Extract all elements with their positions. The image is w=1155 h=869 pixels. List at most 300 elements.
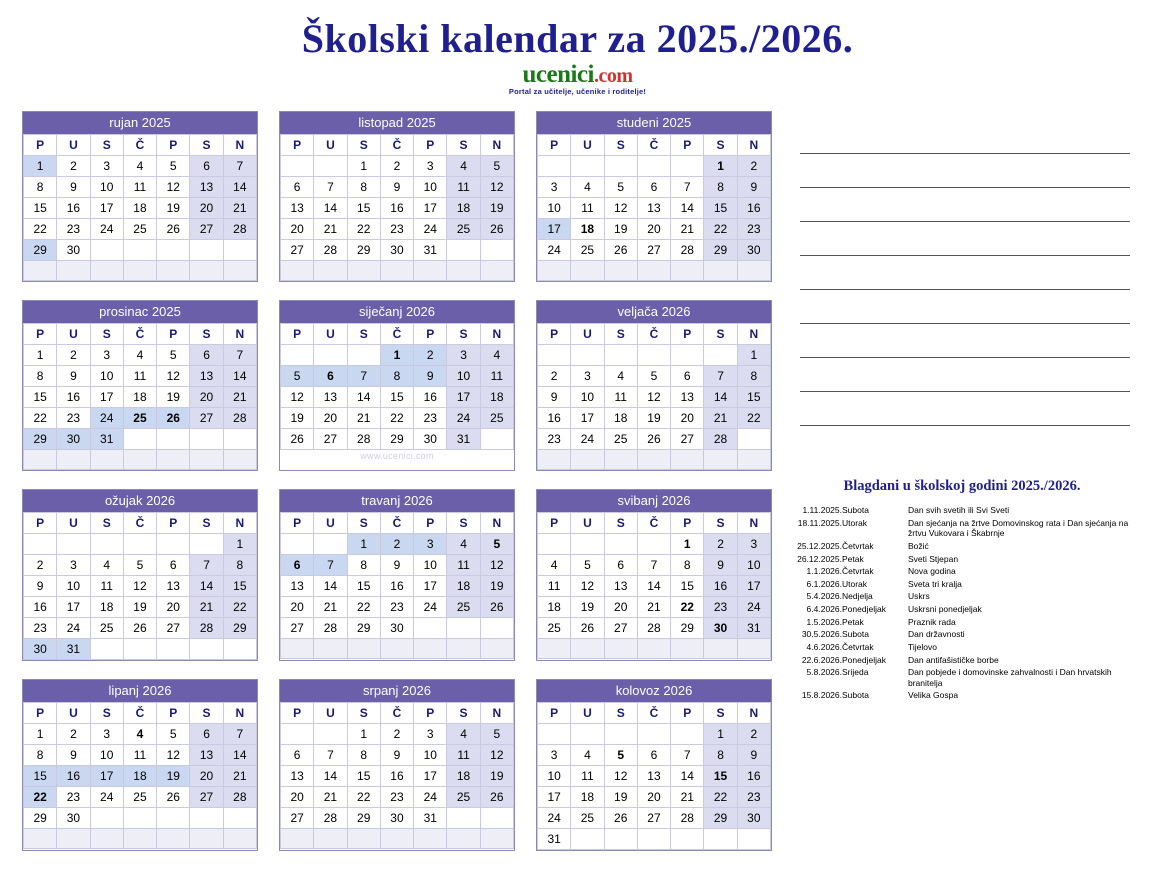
day-cell[interactable]: 19: [281, 408, 314, 429]
day-cell[interactable]: 30: [57, 808, 90, 829]
day-cell[interactable]: 22: [24, 408, 57, 429]
day-cell[interactable]: 19: [604, 219, 637, 240]
day-cell[interactable]: 29: [380, 429, 413, 450]
day-cell[interactable]: 26: [604, 808, 637, 829]
day-cell[interactable]: 26: [637, 429, 670, 450]
day-cell[interactable]: 6: [671, 366, 704, 387]
day-cell[interactable]: 31: [737, 618, 770, 639]
day-cell[interactable]: 28: [671, 808, 704, 829]
day-cell[interactable]: 23: [57, 787, 90, 808]
day-cell[interactable]: 21: [671, 787, 704, 808]
day-cell[interactable]: 2: [737, 724, 770, 745]
day-cell[interactable]: 8: [671, 555, 704, 576]
day-cell[interactable]: 19: [571, 597, 604, 618]
day-cell[interactable]: 17: [737, 576, 770, 597]
day-cell[interactable]: 3: [414, 156, 447, 177]
day-cell[interactable]: 17: [57, 597, 90, 618]
day-cell[interactable]: 31: [414, 240, 447, 261]
day-cell[interactable]: 18: [447, 198, 480, 219]
day-cell[interactable]: 17: [90, 387, 123, 408]
day-cell[interactable]: 17: [538, 787, 571, 808]
day-cell[interactable]: 2: [737, 156, 770, 177]
day-cell[interactable]: 16: [737, 198, 770, 219]
day-cell[interactable]: 30: [414, 429, 447, 450]
day-cell[interactable]: 17: [414, 198, 447, 219]
day-cell[interactable]: 3: [538, 177, 571, 198]
day-cell[interactable]: 8: [380, 366, 413, 387]
day-cell[interactable]: 1: [704, 724, 737, 745]
day-cell[interactable]: 24: [57, 618, 90, 639]
day-cell[interactable]: 7: [671, 177, 704, 198]
day-cell[interactable]: 16: [414, 387, 447, 408]
day-cell[interactable]: 31: [414, 808, 447, 829]
day-cell[interactable]: 9: [24, 576, 57, 597]
day-cell[interactable]: 28: [314, 240, 347, 261]
day-cell[interactable]: 25: [480, 408, 513, 429]
day-cell[interactable]: 5: [637, 366, 670, 387]
day-cell[interactable]: 24: [90, 219, 123, 240]
day-cell[interactable]: 21: [671, 219, 704, 240]
day-cell[interactable]: 27: [604, 618, 637, 639]
day-cell[interactable]: 23: [380, 219, 413, 240]
day-cell[interactable]: 28: [671, 240, 704, 261]
day-cell[interactable]: 15: [223, 576, 256, 597]
day-cell[interactable]: 3: [90, 156, 123, 177]
day-cell[interactable]: 27: [671, 429, 704, 450]
day-cell[interactable]: 13: [671, 387, 704, 408]
day-cell[interactable]: 31: [90, 429, 123, 450]
day-cell[interactable]: 10: [90, 745, 123, 766]
day-cell[interactable]: 6: [281, 177, 314, 198]
day-cell[interactable]: 18: [447, 576, 480, 597]
day-cell[interactable]: 5: [281, 366, 314, 387]
note-line[interactable]: [800, 290, 1130, 324]
note-line[interactable]: [800, 120, 1130, 154]
day-cell[interactable]: 14: [671, 766, 704, 787]
day-cell[interactable]: 11: [123, 745, 156, 766]
day-cell[interactable]: 17: [414, 576, 447, 597]
day-cell[interactable]: 30: [380, 618, 413, 639]
day-cell[interactable]: 21: [314, 597, 347, 618]
day-cell[interactable]: 18: [604, 408, 637, 429]
day-cell[interactable]: 30: [57, 429, 90, 450]
day-cell[interactable]: 9: [57, 177, 90, 198]
day-cell[interactable]: 14: [637, 576, 670, 597]
day-cell[interactable]: 3: [414, 724, 447, 745]
day-cell[interactable]: 15: [347, 576, 380, 597]
day-cell[interactable]: 13: [637, 766, 670, 787]
day-cell[interactable]: 29: [671, 618, 704, 639]
day-cell[interactable]: 13: [281, 766, 314, 787]
day-cell[interactable]: 19: [157, 387, 190, 408]
day-cell[interactable]: 16: [57, 766, 90, 787]
day-cell[interactable]: 19: [480, 766, 513, 787]
day-cell[interactable]: 20: [190, 198, 223, 219]
day-cell[interactable]: 23: [57, 408, 90, 429]
day-cell[interactable]: 16: [380, 576, 413, 597]
day-cell[interactable]: 5: [157, 156, 190, 177]
day-cell[interactable]: 6: [190, 345, 223, 366]
day-cell[interactable]: 9: [414, 366, 447, 387]
day-cell[interactable]: 1: [24, 156, 57, 177]
day-cell[interactable]: 29: [704, 240, 737, 261]
day-cell[interactable]: 15: [347, 766, 380, 787]
day-cell[interactable]: 7: [347, 366, 380, 387]
day-cell[interactable]: 13: [604, 576, 637, 597]
day-cell[interactable]: 4: [447, 156, 480, 177]
day-cell[interactable]: 29: [24, 429, 57, 450]
day-cell[interactable]: 5: [157, 724, 190, 745]
day-cell[interactable]: 16: [538, 408, 571, 429]
day-cell[interactable]: 20: [671, 408, 704, 429]
day-cell[interactable]: 9: [380, 177, 413, 198]
day-cell[interactable]: 7: [314, 555, 347, 576]
day-cell[interactable]: 24: [737, 597, 770, 618]
day-cell[interactable]: 14: [671, 198, 704, 219]
day-cell[interactable]: 21: [704, 408, 737, 429]
note-line[interactable]: [800, 392, 1130, 426]
day-cell[interactable]: 23: [704, 597, 737, 618]
day-cell[interactable]: 19: [157, 198, 190, 219]
day-cell[interactable]: 23: [57, 219, 90, 240]
day-cell[interactable]: 20: [604, 597, 637, 618]
day-cell[interactable]: 26: [604, 240, 637, 261]
day-cell[interactable]: 28: [223, 408, 256, 429]
day-cell[interactable]: 13: [190, 177, 223, 198]
day-cell[interactable]: 9: [737, 745, 770, 766]
day-cell[interactable]: 21: [223, 766, 256, 787]
day-cell[interactable]: 3: [90, 345, 123, 366]
day-cell[interactable]: 27: [190, 787, 223, 808]
day-cell[interactable]: 20: [637, 219, 670, 240]
day-cell[interactable]: 23: [380, 787, 413, 808]
day-cell[interactable]: 11: [123, 366, 156, 387]
day-cell[interactable]: 27: [637, 808, 670, 829]
day-cell[interactable]: 24: [414, 787, 447, 808]
day-cell[interactable]: 29: [704, 808, 737, 829]
day-cell[interactable]: 22: [24, 787, 57, 808]
day-cell[interactable]: 15: [704, 198, 737, 219]
day-cell[interactable]: 8: [737, 366, 770, 387]
day-cell[interactable]: 12: [123, 576, 156, 597]
day-cell[interactable]: 3: [571, 366, 604, 387]
day-cell[interactable]: 12: [480, 177, 513, 198]
day-cell[interactable]: 13: [190, 366, 223, 387]
day-cell[interactable]: 9: [704, 555, 737, 576]
day-cell[interactable]: 14: [190, 576, 223, 597]
day-cell[interactable]: 9: [57, 745, 90, 766]
day-cell[interactable]: 11: [90, 576, 123, 597]
day-cell[interactable]: 1: [671, 534, 704, 555]
day-cell[interactable]: 7: [704, 366, 737, 387]
day-cell[interactable]: 26: [480, 597, 513, 618]
day-cell[interactable]: 6: [157, 555, 190, 576]
day-cell[interactable]: 5: [604, 745, 637, 766]
day-cell[interactable]: 19: [480, 576, 513, 597]
day-cell[interactable]: 25: [447, 219, 480, 240]
day-cell[interactable]: 2: [24, 555, 57, 576]
day-cell[interactable]: 3: [447, 345, 480, 366]
day-cell[interactable]: 28: [223, 219, 256, 240]
day-cell[interactable]: 9: [57, 366, 90, 387]
day-cell[interactable]: 5: [571, 555, 604, 576]
day-cell[interactable]: 10: [414, 555, 447, 576]
day-cell[interactable]: 21: [223, 387, 256, 408]
day-cell[interactable]: 25: [90, 618, 123, 639]
day-cell[interactable]: 31: [447, 429, 480, 450]
day-cell[interactable]: 8: [24, 177, 57, 198]
day-cell[interactable]: 13: [281, 198, 314, 219]
day-cell[interactable]: 27: [190, 408, 223, 429]
day-cell[interactable]: 12: [480, 555, 513, 576]
day-cell[interactable]: 10: [737, 555, 770, 576]
day-cell[interactable]: 27: [157, 618, 190, 639]
day-cell[interactable]: 27: [637, 240, 670, 261]
day-cell[interactable]: 25: [123, 787, 156, 808]
day-cell[interactable]: 22: [347, 219, 380, 240]
day-cell[interactable]: 20: [281, 597, 314, 618]
day-cell[interactable]: 28: [223, 787, 256, 808]
day-cell[interactable]: 24: [414, 219, 447, 240]
day-cell[interactable]: 8: [223, 555, 256, 576]
day-cell[interactable]: 18: [123, 387, 156, 408]
day-cell[interactable]: 28: [704, 429, 737, 450]
day-cell[interactable]: 6: [604, 555, 637, 576]
day-cell[interactable]: 29: [347, 618, 380, 639]
day-cell[interactable]: 30: [380, 240, 413, 261]
day-cell[interactable]: 16: [57, 198, 90, 219]
day-cell[interactable]: 30: [704, 618, 737, 639]
day-cell[interactable]: 14: [314, 766, 347, 787]
day-cell[interactable]: 25: [123, 408, 156, 429]
note-line[interactable]: [800, 154, 1130, 188]
day-cell[interactable]: 8: [24, 366, 57, 387]
day-cell[interactable]: 1: [380, 345, 413, 366]
day-cell[interactable]: 27: [281, 808, 314, 829]
day-cell[interactable]: 11: [447, 745, 480, 766]
day-cell[interactable]: 22: [737, 408, 770, 429]
day-cell[interactable]: 12: [637, 387, 670, 408]
day-cell[interactable]: 13: [637, 198, 670, 219]
day-cell[interactable]: 7: [314, 177, 347, 198]
day-cell[interactable]: 9: [538, 387, 571, 408]
day-cell[interactable]: 5: [480, 156, 513, 177]
day-cell[interactable]: 26: [281, 429, 314, 450]
note-line[interactable]: [800, 188, 1130, 222]
day-cell[interactable]: 21: [314, 219, 347, 240]
day-cell[interactable]: 14: [223, 745, 256, 766]
day-cell[interactable]: 11: [604, 387, 637, 408]
day-cell[interactable]: 12: [480, 745, 513, 766]
day-cell[interactable]: 12: [157, 366, 190, 387]
day-cell[interactable]: 2: [57, 724, 90, 745]
day-cell[interactable]: 11: [571, 198, 604, 219]
day-cell[interactable]: 14: [314, 576, 347, 597]
day-cell[interactable]: 25: [538, 618, 571, 639]
day-cell[interactable]: 18: [447, 766, 480, 787]
day-cell[interactable]: 23: [538, 429, 571, 450]
day-cell[interactable]: 7: [223, 724, 256, 745]
day-cell[interactable]: 25: [447, 787, 480, 808]
day-cell[interactable]: 26: [571, 618, 604, 639]
day-cell[interactable]: 4: [123, 724, 156, 745]
day-cell[interactable]: 5: [480, 724, 513, 745]
day-cell[interactable]: 8: [704, 745, 737, 766]
day-cell[interactable]: 10: [414, 745, 447, 766]
day-cell[interactable]: 20: [314, 408, 347, 429]
day-cell[interactable]: 6: [190, 724, 223, 745]
day-cell[interactable]: 27: [190, 219, 223, 240]
day-cell[interactable]: 30: [57, 240, 90, 261]
day-cell[interactable]: 24: [90, 408, 123, 429]
day-cell[interactable]: 14: [223, 177, 256, 198]
day-cell[interactable]: 16: [737, 766, 770, 787]
day-cell[interactable]: 19: [604, 787, 637, 808]
day-cell[interactable]: 20: [637, 787, 670, 808]
day-cell[interactable]: 7: [314, 745, 347, 766]
day-cell[interactable]: 23: [380, 597, 413, 618]
day-cell[interactable]: 18: [123, 766, 156, 787]
day-cell[interactable]: 1: [737, 345, 770, 366]
day-cell[interactable]: 8: [347, 745, 380, 766]
day-cell[interactable]: 20: [190, 766, 223, 787]
day-cell[interactable]: 10: [447, 366, 480, 387]
day-cell[interactable]: 25: [571, 240, 604, 261]
day-cell[interactable]: 6: [281, 555, 314, 576]
day-cell[interactable]: 3: [90, 724, 123, 745]
day-cell[interactable]: 29: [347, 808, 380, 829]
day-cell[interactable]: 29: [347, 240, 380, 261]
day-cell[interactable]: 15: [24, 387, 57, 408]
day-cell[interactable]: 12: [157, 177, 190, 198]
day-cell[interactable]: 17: [414, 766, 447, 787]
day-cell[interactable]: 22: [347, 787, 380, 808]
day-cell[interactable]: 2: [57, 345, 90, 366]
day-cell[interactable]: 1: [704, 156, 737, 177]
day-cell[interactable]: 2: [704, 534, 737, 555]
day-cell[interactable]: 3: [737, 534, 770, 555]
day-cell[interactable]: 29: [24, 808, 57, 829]
day-cell[interactable]: 10: [90, 177, 123, 198]
day-cell[interactable]: 22: [347, 597, 380, 618]
day-cell[interactable]: 4: [90, 555, 123, 576]
day-cell[interactable]: 18: [571, 219, 604, 240]
day-cell[interactable]: 15: [704, 766, 737, 787]
day-cell[interactable]: 20: [281, 787, 314, 808]
day-cell[interactable]: 13: [190, 745, 223, 766]
day-cell[interactable]: 11: [571, 766, 604, 787]
day-cell[interactable]: 1: [347, 724, 380, 745]
day-cell[interactable]: 17: [571, 408, 604, 429]
day-cell[interactable]: 5: [157, 345, 190, 366]
day-cell[interactable]: 4: [538, 555, 571, 576]
day-cell[interactable]: 30: [380, 808, 413, 829]
day-cell[interactable]: 16: [380, 198, 413, 219]
day-cell[interactable]: 18: [90, 597, 123, 618]
day-cell[interactable]: 5: [480, 534, 513, 555]
day-cell[interactable]: 6: [281, 745, 314, 766]
day-cell[interactable]: 21: [223, 198, 256, 219]
day-cell[interactable]: 10: [57, 576, 90, 597]
day-cell[interactable]: 12: [571, 576, 604, 597]
day-cell[interactable]: 16: [380, 766, 413, 787]
day-cell[interactable]: 4: [604, 366, 637, 387]
day-cell[interactable]: 28: [347, 429, 380, 450]
day-cell[interactable]: 12: [281, 387, 314, 408]
note-line[interactable]: [800, 222, 1130, 256]
day-cell[interactable]: 23: [414, 408, 447, 429]
day-cell[interactable]: 9: [380, 555, 413, 576]
day-cell[interactable]: 11: [447, 177, 480, 198]
day-cell[interactable]: 15: [24, 766, 57, 787]
day-cell[interactable]: 1: [347, 156, 380, 177]
day-cell[interactable]: 5: [604, 177, 637, 198]
day-cell[interactable]: 2: [380, 724, 413, 745]
day-cell[interactable]: 15: [24, 198, 57, 219]
day-cell[interactable]: 2: [538, 366, 571, 387]
day-cell[interactable]: 19: [637, 408, 670, 429]
day-cell[interactable]: 10: [538, 766, 571, 787]
day-cell[interactable]: 22: [380, 408, 413, 429]
day-cell[interactable]: 26: [157, 408, 190, 429]
day-cell[interactable]: 25: [123, 219, 156, 240]
day-cell[interactable]: 13: [281, 576, 314, 597]
day-cell[interactable]: 13: [314, 387, 347, 408]
day-cell[interactable]: 19: [480, 198, 513, 219]
day-cell[interactable]: 19: [123, 597, 156, 618]
day-cell[interactable]: 4: [123, 345, 156, 366]
day-cell[interactable]: 20: [281, 219, 314, 240]
day-cell[interactable]: 22: [223, 597, 256, 618]
day-cell[interactable]: 6: [314, 366, 347, 387]
day-cell[interactable]: 30: [737, 808, 770, 829]
day-cell[interactable]: 10: [571, 387, 604, 408]
day-cell[interactable]: 4: [447, 534, 480, 555]
day-cell[interactable]: 8: [347, 555, 380, 576]
day-cell[interactable]: 27: [314, 429, 347, 450]
day-cell[interactable]: 2: [414, 345, 447, 366]
day-cell[interactable]: 4: [123, 156, 156, 177]
day-cell[interactable]: 11: [538, 576, 571, 597]
day-cell[interactable]: 25: [604, 429, 637, 450]
day-cell[interactable]: 11: [480, 366, 513, 387]
day-cell[interactable]: 24: [538, 240, 571, 261]
day-cell[interactable]: 6: [637, 745, 670, 766]
day-cell[interactable]: 10: [90, 366, 123, 387]
day-cell[interactable]: 19: [157, 766, 190, 787]
day-cell[interactable]: 4: [447, 724, 480, 745]
day-cell[interactable]: 14: [347, 387, 380, 408]
day-cell[interactable]: 8: [347, 177, 380, 198]
day-cell[interactable]: 18: [123, 198, 156, 219]
day-cell[interactable]: 7: [190, 555, 223, 576]
day-cell[interactable]: 7: [223, 156, 256, 177]
day-cell[interactable]: 23: [24, 618, 57, 639]
day-cell[interactable]: 28: [314, 808, 347, 829]
day-cell[interactable]: 17: [90, 766, 123, 787]
day-cell[interactable]: 9: [380, 745, 413, 766]
day-cell[interactable]: 15: [380, 387, 413, 408]
day-cell[interactable]: 7: [223, 345, 256, 366]
day-cell[interactable]: 16: [57, 387, 90, 408]
day-cell[interactable]: 22: [704, 219, 737, 240]
day-cell[interactable]: 22: [24, 219, 57, 240]
note-line[interactable]: [800, 256, 1130, 290]
day-cell[interactable]: 26: [157, 219, 190, 240]
day-cell[interactable]: 25: [447, 597, 480, 618]
day-cell[interactable]: 20: [157, 597, 190, 618]
day-cell[interactable]: 23: [737, 787, 770, 808]
